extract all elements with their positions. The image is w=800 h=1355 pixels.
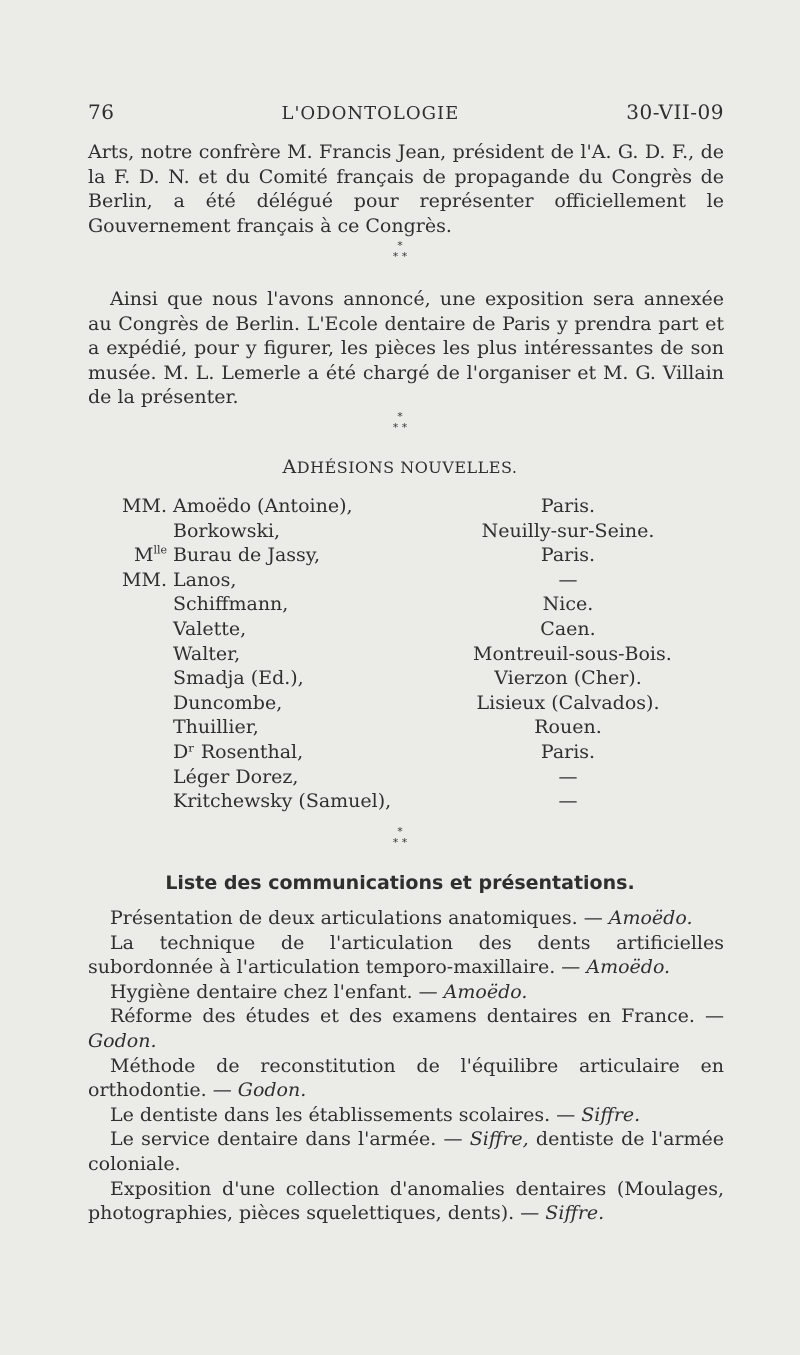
adhesions-heading: ADHÉSIONS NOUVELLES. <box>282 456 518 478</box>
communication-author: Siffre, <box>469 1128 529 1151</box>
member-city: Paris. <box>540 495 596 517</box>
member-row <box>88 715 724 740</box>
member-name: Thuillier, <box>173 716 259 739</box>
communication-item <box>88 980 724 1005</box>
member-name: Amoëdo (Antoine), <box>173 495 353 517</box>
communication-author: Siffre. <box>545 1202 605 1225</box>
member-title: MM. <box>122 568 167 591</box>
communication-author: Amoëdo. <box>443 980 528 1003</box>
communication-author: Godon. <box>237 1079 307 1102</box>
communication-author: Amoëdo. <box>586 956 671 979</box>
members-list <box>88 494 724 814</box>
separator-stars-bottom: * * <box>392 250 408 263</box>
page-number: 76 <box>88 100 115 124</box>
member-city: Paris. <box>540 740 596 763</box>
communication-suffix: dentiste de l'armée coloniale. <box>88 1128 724 1175</box>
member-row <box>88 592 724 617</box>
member-name: Léger Dorez, <box>173 765 299 788</box>
member-row <box>88 617 724 642</box>
issue-date: 30-VII-09 <box>626 100 724 124</box>
communications-heading: Liste des communications et présentations. <box>165 872 635 894</box>
member-row <box>88 740 724 765</box>
communication-item <box>88 1177 724 1226</box>
communication-author: Amoëdo. <box>608 907 693 929</box>
member-city: Vierzon (Cher). <box>494 667 642 690</box>
paragraph-delegation: Arts, notre confrère M. Francis Jean, président de l'A. G. D. F., de la F. D. N. et du Comité français de propagande du Congrès de Berlin, a été délégué pour représenter officiellement le Gouvernement français à ce Congrès. <box>88 141 724 237</box>
communication-item <box>88 906 724 931</box>
communication-item <box>88 1004 724 1053</box>
communication-title: Méthode de reconstitution de l'équilibre articulaire en orthodontie. — <box>88 1054 724 1102</box>
communication-title: La technique de l'articulation des dents artificielles subordonnée à l'articulation temporo-maxillaire. — <box>88 931 724 979</box>
member-city: Lisieux (Calvados). <box>476 691 660 714</box>
member-row <box>88 568 724 593</box>
member-city: — <box>558 765 578 788</box>
member-title: $M^{lle}$ <box>133 543 167 567</box>
communication-item <box>88 1054 724 1103</box>
member-city: Montreuil-sous-Bois. <box>473 642 672 665</box>
member-row <box>88 666 724 691</box>
member-name: Lanos, <box>173 568 237 591</box>
member-name: Walter, <box>173 642 241 665</box>
communication-title: Présentation de deux articulations anatomiques. — <box>110 907 603 929</box>
member-row <box>88 789 724 814</box>
separator-star-top: * <box>397 825 403 838</box>
communication-title: Le dentiste dans les établissements scolaires. — <box>110 1103 576 1126</box>
member-city: — <box>558 790 578 813</box>
communication-title: Réforme des études et des examens dentaires en France. — <box>110 1005 724 1028</box>
communication-title: Exposition d'une collection d'anomalies dentaires (Moulages, photographies, pièces squelettiques, dents). — <box>88 1177 724 1225</box>
separator-stars-bottom: * * <box>392 836 408 849</box>
section-separator <box>380 411 420 433</box>
member-row <box>88 543 724 568</box>
paragraph-exposition: Ainsi que nous l'avons annoncé, une exposition sera annexée au Congrès de Berlin. L'Ecole dentaire de Paris y prendra part et a expédié, pour y figurer, les pièces les plus intéressantes de son musée. M. L. Lemerle a été chargé de l'organiser et M. G. Villain de la présenter. <box>88 288 724 409</box>
separator-star-top: * <box>397 410 403 423</box>
communication-author: Siffre. <box>581 1103 641 1126</box>
member-name: Dʳ Rosenthal, <box>173 740 304 763</box>
member-name: Borkowski, <box>173 519 281 542</box>
member-title: MM. <box>122 495 167 517</box>
member-name: Valette, <box>173 617 247 640</box>
member-city: — <box>558 568 578 591</box>
communications-list <box>88 906 724 1226</box>
communication-title: Le service dentaire dans l'armée. — <box>110 1128 463 1151</box>
member-city: Caen. <box>540 617 596 640</box>
separator-stars-bottom: * * <box>392 421 408 434</box>
member-row <box>88 494 724 519</box>
member-row <box>88 765 724 790</box>
member-row <box>88 642 724 667</box>
running-header <box>88 100 724 124</box>
communication-item <box>88 1127 724 1176</box>
member-city: Paris. <box>540 544 596 567</box>
section-separator <box>380 240 420 262</box>
communication-title: Hygiène dentaire chez l'enfant. — <box>110 980 438 1003</box>
member-city: Rouen. <box>534 716 602 739</box>
member-city: Neuilly-sur-Seine. <box>481 519 655 542</box>
section-separator <box>380 826 420 848</box>
communication-item <box>88 931 724 980</box>
separator-star-top: * <box>397 239 403 252</box>
member-row <box>88 691 724 716</box>
member-city: Nice. <box>542 593 594 616</box>
member-name: Smadja (Ed.), <box>173 667 304 690</box>
member-name: Kritchewsky (Samuel), <box>173 790 392 813</box>
member-row <box>88 519 724 544</box>
member-name: Duncombe, <box>173 691 283 714</box>
communication-author: Godon. <box>88 1029 157 1052</box>
member-name: Burau de Jassy, <box>173 544 321 567</box>
journal-title: L'ODONTOLOGIE <box>281 103 460 124</box>
communication-item <box>88 1103 724 1128</box>
member-name: Schiffmann, <box>173 593 289 616</box>
